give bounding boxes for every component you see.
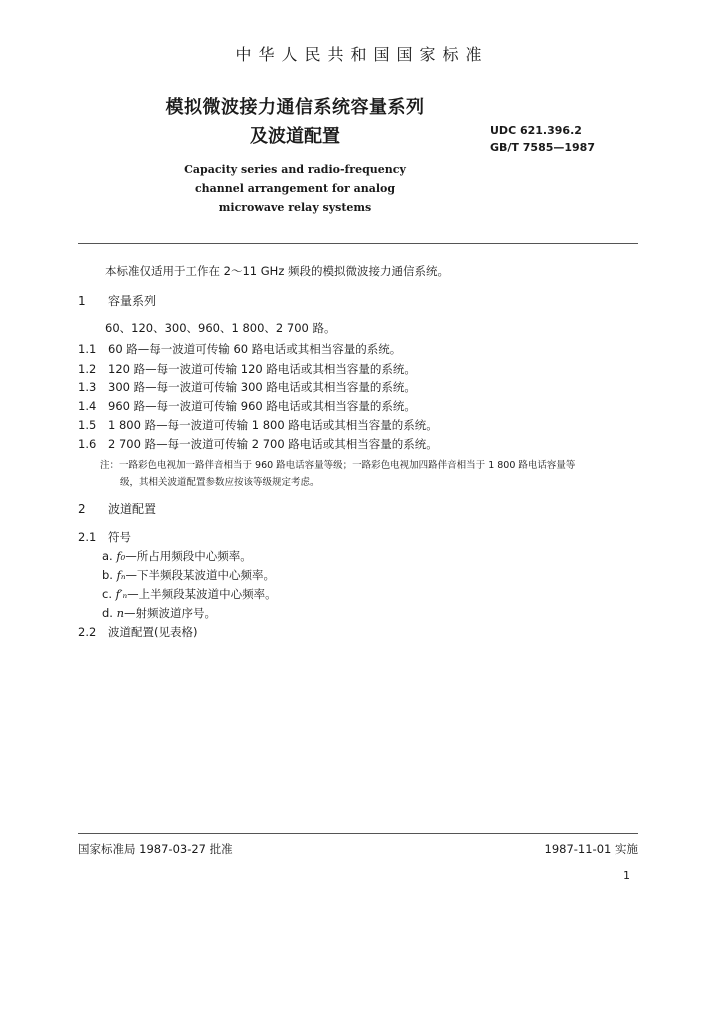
symbol-label: d. — [102, 606, 113, 620]
clause-2-1 — [78, 529, 131, 545]
effective-date: 1987-11-01 实施 — [544, 842, 638, 856]
clause-1-6 — [78, 436, 438, 452]
section-2-number: 2 — [78, 502, 86, 516]
clause-number: 1.1 — [78, 342, 97, 356]
footer-divider — [78, 833, 638, 834]
clause-title: 符号 — [108, 530, 131, 544]
gb-standard-number: GB/T 7585—1987 — [490, 141, 595, 154]
symbol: f₀ — [116, 549, 126, 563]
symbol: f′ₙ — [115, 587, 128, 601]
clause-text: 120 路—每一波道可传输 120 路电话或其相当容量的系统。 — [108, 362, 416, 376]
symbol: n — [116, 606, 125, 620]
clause-number: 1.5 — [78, 418, 97, 432]
clause-1-2 — [78, 361, 416, 377]
clause-text: 60 路—每一波道可传输 60 路电话或其相当容量的系统。 — [108, 342, 402, 356]
clause-title: 波道配置(见表格) — [108, 625, 198, 639]
symbol-label: b. — [102, 568, 113, 582]
symbol-a — [102, 548, 252, 564]
english-title-line1: Capacity series and radio-frequency — [184, 163, 406, 176]
intro-paragraph: 本标准仅适用于工作在 2～11 GHz 频段的模拟微波接力通信系统。 — [105, 264, 450, 278]
clause-number: 1.3 — [78, 380, 97, 394]
symbol-b — [102, 567, 275, 583]
clause-number: 1.2 — [78, 362, 97, 376]
clause-text: 300 路—每一波道可传输 300 路电话或其相当容量的系统。 — [108, 380, 416, 394]
section-1-number: 1 — [78, 294, 86, 308]
clause-number: 2.1 — [78, 530, 97, 544]
issuing-organization: 中华人民共和国国家标准 — [235, 45, 489, 64]
clause-number: 1.4 — [78, 399, 97, 413]
clause-1-5 — [78, 417, 438, 433]
clause-text: 1 800 路—每一波道可传输 1 800 路电话或其相当容量的系统。 — [108, 418, 438, 432]
section-1-heading — [78, 292, 156, 309]
symbol-label: a. — [102, 549, 113, 563]
clause-number: 2.2 — [78, 625, 97, 639]
note-line1: 注：一路彩色电视加一路伴音相当于 960 路电话容量等级；一路彩色电视加四路伴音相当于 1 800 路电话容量等 — [100, 460, 576, 471]
section-2-heading — [78, 500, 156, 517]
document-title-line1: 模拟微波接力通信系统容量系列 — [165, 97, 425, 118]
header-divider — [78, 243, 638, 244]
section-2-title: 波道配置 — [108, 502, 157, 516]
symbol-desc: —上半频段某波道中心频率。 — [127, 587, 277, 601]
clause-text: 960 路—每一波道可传输 960 路电话或其相当容量的系统。 — [108, 399, 416, 413]
symbol: fₙ — [116, 568, 126, 582]
clause-1-3 — [78, 379, 416, 395]
clause-1-1 — [78, 341, 401, 357]
symbol-c — [102, 586, 277, 602]
clause-text: 2 700 路—每一波道可传输 2 700 路电话或其相当容量的系统。 — [108, 437, 438, 451]
clause-number: 1.6 — [78, 437, 97, 451]
symbol-desc: —所占用频段中心频率。 — [125, 549, 252, 563]
approval-date: 国家标准局 1987-03-27 批准 — [78, 842, 233, 856]
note-line2: 级，其相关波道配置参数应按该等级规定考虑。 — [120, 477, 320, 488]
english-title-line3: microwave relay systems — [218, 201, 372, 214]
english-title-line2: channel arrangement for analog — [194, 182, 396, 195]
capacity-list: 60、120、300、960、1 800、2 700 路。 — [105, 321, 336, 335]
symbol-label: c. — [102, 587, 112, 601]
symbol-desc: —下半频段某波道中心频率。 — [125, 568, 276, 582]
clause-1-4 — [78, 398, 416, 414]
document-title-line2: 及波道配置 — [250, 126, 340, 147]
udc-code: UDC 621.396.2 — [490, 124, 582, 137]
clause-2-2 — [78, 624, 197, 640]
symbol-desc: —射频波道序号。 — [124, 606, 217, 620]
section-1-title: 容量系列 — [108, 294, 157, 308]
symbol-d — [102, 605, 216, 621]
page-number: 1 — [623, 869, 630, 882]
